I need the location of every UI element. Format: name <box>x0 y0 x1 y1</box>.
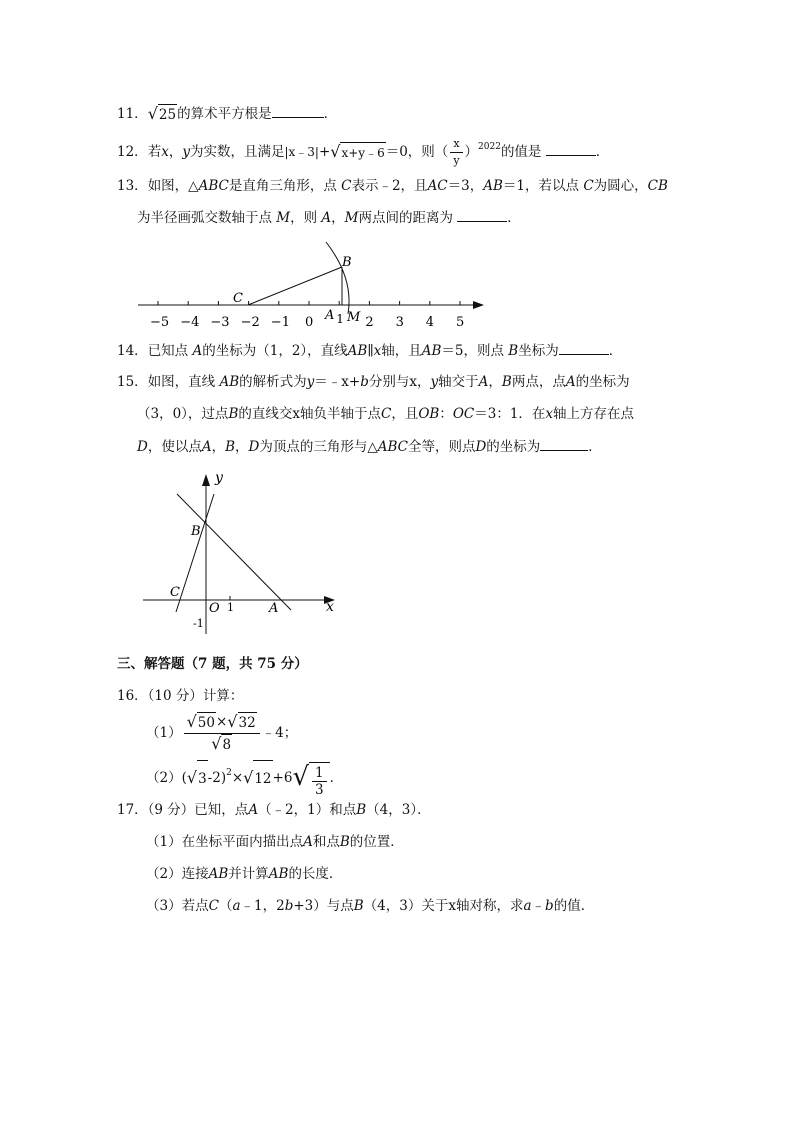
tick-label: −4 <box>180 315 200 330</box>
text-run: （1）在坐标平面内描出点 <box>146 834 304 850</box>
text-run: 为半径画弧交数轴于点 <box>137 210 277 226</box>
arc-CB <box>326 242 349 314</box>
text-run: x <box>292 406 300 422</box>
text-run: A <box>565 374 576 390</box>
text-run: ，使以点 <box>147 439 202 455</box>
text-run: 两点间的距离为 <box>358 210 458 226</box>
segment-CB <box>248 267 342 305</box>
coordinate-figure <box>135 462 345 642</box>
text-run: A <box>321 210 332 226</box>
text-run: a <box>523 898 532 914</box>
text-run: 坐标为 <box>518 343 559 359</box>
text-run: a <box>232 898 241 914</box>
text-run: 的坐标为 <box>575 374 630 390</box>
text-run: D <box>475 439 487 455</box>
question-15-text <box>148 374 630 390</box>
text-run: （﹣2，1）和点 <box>258 802 357 818</box>
answer-blank <box>272 103 324 118</box>
text-run: ， <box>488 374 502 390</box>
text-run: （2）连接 <box>146 866 209 882</box>
text-run: M <box>344 210 359 226</box>
text-run: B <box>508 343 519 359</box>
text-run: b <box>284 898 294 914</box>
text-run: y <box>306 374 315 390</box>
text-run: ，且 <box>391 406 419 422</box>
text-run: 分别与 <box>368 374 410 390</box>
number-line-figure <box>130 238 490 330</box>
label-y: y <box>215 470 223 486</box>
question-17-part3 <box>146 896 594 916</box>
sqrt-expression: √x+y﹣6 <box>330 142 385 161</box>
text-run: ＝3：1．在 <box>474 406 546 422</box>
question-16-part2: $(2)(√3-2)^2\times√12+6√$ $\frac{1}{3}$ ． <box>146 755 343 799</box>
text-run: 轴交于 <box>438 374 479 390</box>
question-11: 11．√25的算术平方根是 ． <box>117 104 338 123</box>
text-run: x <box>545 406 554 422</box>
question-14: 14．已知点 A的坐标为（1，2），直线AB∥x轴，且AB＝5，则点 B坐标为 ． <box>117 340 622 361</box>
text-run: A <box>248 802 259 818</box>
text-run: B <box>501 374 512 390</box>
label-A: A <box>325 308 335 323</box>
text-run: ，则 <box>290 210 322 226</box>
question-13-text <box>148 178 668 194</box>
text-run: （4，3）关于 <box>363 898 449 914</box>
text-run: 轴对称，求 <box>455 898 524 914</box>
text-run: 如图，△ <box>147 178 199 194</box>
fraction-x-over-y: $\frac{x}{y}$ <box>450 136 462 169</box>
text-run: b <box>360 374 369 390</box>
text-run: A <box>201 439 212 455</box>
text-run: 是直角三角形，点 <box>228 178 342 194</box>
question-16-part1: （1） $\frac{√50\times√32}{√8}$ ﹣4； <box>146 712 298 753</box>
question-14-text <box>148 343 559 359</box>
text-run: C <box>583 178 594 194</box>
text-run: D <box>137 439 148 455</box>
text-run: OB <box>418 406 440 422</box>
question-12: 12．若x，y为实数，且满足|x﹣3|+√x+y﹣6＝0，则（ $\frac{x}{y}$ ）$^{2022}$的值是 ． <box>117 137 610 167</box>
text-run: +3）与点 <box>293 898 354 914</box>
question-number: 11． <box>117 106 148 122</box>
text-run: （3）若点 <box>146 898 209 914</box>
question-15-line1: 15．如图，直线 AB的解析式为y＝﹣x+b分别与x，y轴交于A，B两点，点A的坐标为 <box>117 374 630 390</box>
text-run: 的长度． <box>288 866 343 882</box>
text-run: ， <box>235 439 249 455</box>
line-AB <box>177 494 291 610</box>
label-x: x <box>326 599 334 615</box>
text-run: 的坐标为 <box>486 439 541 455</box>
answer-blank <box>546 141 596 156</box>
text-run: ， <box>417 374 431 390</box>
sqrt-fraction: √ $\frac{1}{3}$ <box>292 759 329 799</box>
text-run: （4，3）． <box>366 802 431 818</box>
text-run: OC <box>452 406 475 422</box>
text-run: x <box>373 343 382 359</box>
label-neg1: -1 <box>193 617 204 630</box>
text-run: x <box>409 374 418 390</box>
text-run: ﹣1，2 <box>240 898 285 914</box>
text-run: ： <box>439 406 453 422</box>
text-run: AC <box>427 178 448 194</box>
label-O: O <box>209 601 220 616</box>
question-17-part1 <box>146 832 404 852</box>
tick-label: −2 <box>240 315 260 330</box>
label-M: M <box>347 310 361 325</box>
label-C: C <box>233 291 243 306</box>
text-run: 如图，直线 <box>147 374 220 390</box>
text-run: 已知点 <box>147 343 193 359</box>
text-run: 的直线交 <box>238 406 293 422</box>
text-run: C <box>208 898 219 914</box>
text-run: AB <box>421 343 442 359</box>
answer-blank <box>540 436 588 451</box>
text-run: ， <box>331 210 345 226</box>
answer-blank <box>559 340 609 355</box>
tick-label: 5 <box>456 315 465 330</box>
text-run: 的值． <box>553 898 595 914</box>
section-title: 三、解答题（7 题，共 75 分） <box>117 656 308 672</box>
text-run: b <box>545 898 554 914</box>
text-run: 为顶点的三角形与△ <box>259 439 378 455</box>
text-run: A <box>303 834 313 850</box>
question-17-part2 <box>146 864 342 884</box>
exponent: 2022 <box>478 142 501 152</box>
axis-arrow <box>473 301 484 309</box>
text-run: 的位置． <box>349 834 404 850</box>
tick-label: 2 <box>365 315 374 330</box>
absolute-value: |x﹣3| <box>284 145 319 159</box>
text-run: ＝3， <box>447 178 484 194</box>
label-1: 1 <box>227 601 234 614</box>
label-B: B <box>191 524 201 539</box>
text-run: + <box>348 374 361 390</box>
text-run: A <box>478 374 489 390</box>
question-17 <box>117 800 431 820</box>
text-run: A <box>192 343 203 359</box>
y-axis-arrow <box>202 474 210 486</box>
tick-label: −3 <box>210 315 230 330</box>
text-run: ﹣ <box>531 898 546 914</box>
label-C: C <box>170 585 180 600</box>
question-16: 16．（10 分）计算： <box>117 688 244 704</box>
text-run: （3，0），过点 <box>137 406 229 422</box>
text-run: AB <box>483 178 503 194</box>
text-run: 为圆心， <box>593 178 648 194</box>
text-run: B <box>353 898 364 914</box>
text-run: ， <box>211 439 226 455</box>
tick-label: −5 <box>150 315 170 330</box>
text-run: 轴负半轴于点 <box>299 406 381 422</box>
question-15-line2 <box>137 404 634 424</box>
text-run: 两点，点 <box>511 374 566 390</box>
text-run: 并计算 <box>228 866 269 882</box>
text-run: 和点 <box>312 834 340 850</box>
text-run: x <box>341 374 349 390</box>
question-15-line3: D，使以点A，B，D为顶点的三角形与△ABC全等，则点D的坐标为 ． <box>137 436 602 457</box>
tick-label: 3 <box>395 315 404 330</box>
question-13-line2: 为半径画弧交数轴于点 M，则 A，M两点间的距离为 ． <box>137 207 521 228</box>
tick-label: 0 <box>305 315 314 330</box>
text-run: AB <box>268 866 289 882</box>
text-run: B <box>339 834 350 850</box>
text-run: AB <box>219 374 240 390</box>
text-run: x <box>448 898 456 914</box>
text-run: ＝5，则点 <box>441 343 509 359</box>
text-run: ＝﹣ <box>314 374 342 390</box>
fraction-expression: $\frac{√50\times√32}{√8}$ <box>184 712 260 755</box>
text-run: AB <box>208 866 229 882</box>
text-run: ＝1，若以点 <box>502 178 584 194</box>
tick-label: 4 <box>425 315 435 330</box>
label-B: B <box>342 255 352 270</box>
answer-blank <box>457 207 507 222</box>
question-13-line1: 13．如图，△ABC是直角三角形，点 C表示﹣2，且AC＝3，AB＝1，若以点 C为圆心，CB <box>117 178 668 194</box>
text-run: ∥ <box>367 343 374 359</box>
label-A: A <box>269 601 279 616</box>
text-run: 轴，且 <box>381 343 422 359</box>
text-run: 的解析式为 <box>239 374 307 390</box>
text-run: 轴上方存在点 <box>553 406 635 422</box>
text-run: M <box>276 210 291 226</box>
text-run: C <box>341 178 352 194</box>
tick-label: −1 <box>270 315 290 330</box>
text-run: B <box>225 439 235 455</box>
text-run: （ <box>218 898 233 914</box>
text-run: B <box>356 802 367 818</box>
text-run: 全等，则点 <box>407 439 476 455</box>
text-run: 的坐标为（1，2），直线 <box>202 343 348 359</box>
text-run: 表示﹣2，且 <box>351 178 428 194</box>
text-run: AB <box>347 343 368 359</box>
text-run: B <box>228 406 239 422</box>
sqrt-25: √25 <box>147 104 177 123</box>
text-run: y <box>430 374 439 390</box>
text-run: CB <box>647 178 668 194</box>
text-run: C <box>380 406 392 422</box>
text-run: ABC <box>198 178 229 194</box>
tick-label: 1 <box>336 312 344 326</box>
text-run: ABC <box>377 439 408 455</box>
text-run: D <box>248 439 260 455</box>
text-run: 17．（9 分）已知，点 <box>117 802 249 818</box>
